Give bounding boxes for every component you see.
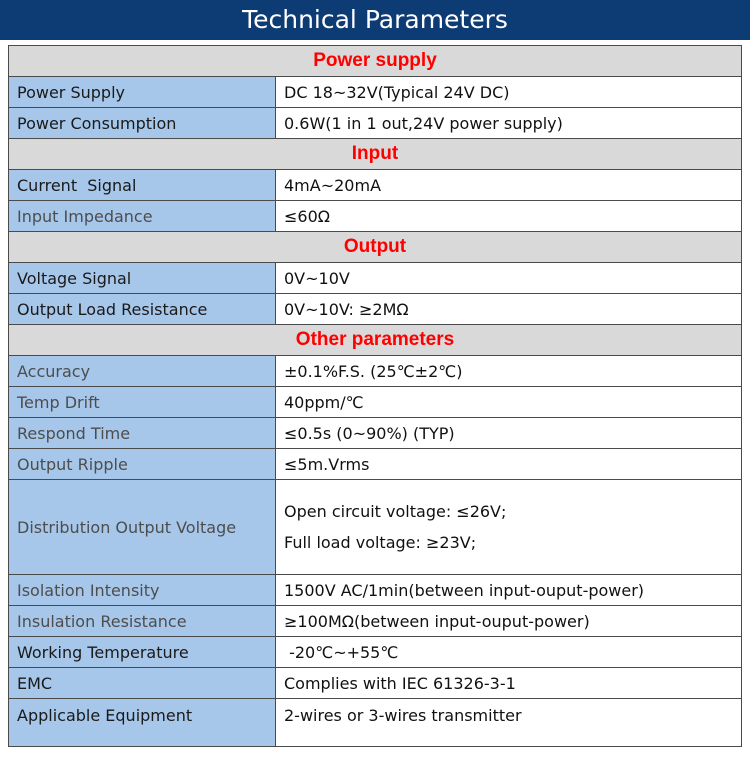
section-header-row: [9, 325, 742, 356]
table-row: [9, 606, 742, 637]
table-row: [9, 668, 742, 699]
param-label: Distribution Output Voltage: [9, 480, 276, 575]
title-banner: [0, 0, 750, 40]
param-value: 0.6W(1 in 1 out,24V power supply): [276, 108, 742, 139]
param-value-line: Full load voltage: ≥23V;: [284, 533, 477, 552]
param-value: 40ppm/℃: [276, 387, 742, 418]
param-label: Voltage Signal: [9, 263, 276, 294]
table-row: [9, 449, 742, 480]
table-row: [9, 699, 742, 747]
table-row: [9, 356, 742, 387]
table-row: [9, 170, 742, 201]
param-value: 4mA~20mA: [276, 170, 742, 201]
page-title: Technical Parameters: [242, 5, 508, 34]
param-label: Output Ripple: [9, 449, 276, 480]
param-label: Power Consumption: [9, 108, 276, 139]
param-value: ±0.1%F.S. (25℃±2℃): [276, 356, 742, 387]
param-label: Temp Drift: [9, 387, 276, 418]
param-label: Applicable Equipment: [9, 699, 276, 747]
param-label: EMC: [9, 668, 276, 699]
table-row: [9, 108, 742, 139]
param-value: [276, 480, 742, 575]
param-label: Accuracy: [9, 356, 276, 387]
param-label: Isolation Intensity: [9, 575, 276, 606]
table-row: [9, 294, 742, 325]
param-value: 2-wires or 3-wires transmitter: [276, 699, 742, 747]
param-value: ≤5m.Vrms: [276, 449, 742, 480]
table-row: [9, 575, 742, 606]
param-value-line: Open circuit voltage: ≤26V;: [284, 502, 507, 521]
table-row: [9, 637, 742, 668]
param-value: Complies with IEC 61326-3-1: [276, 668, 742, 699]
table-row: [9, 77, 742, 108]
section-header-row: [9, 139, 742, 170]
table-row: [9, 263, 742, 294]
section-header-row: [9, 232, 742, 263]
section-header-row: [9, 46, 742, 77]
table-row: [9, 418, 742, 449]
section-title-output: Output: [9, 232, 742, 263]
param-value: 1500V AC/1min(between input-ouput-power): [276, 575, 742, 606]
table-row: [9, 387, 742, 418]
param-value: ≥100MΩ(between input-ouput-power): [276, 606, 742, 637]
param-label: Current Signal: [9, 170, 276, 201]
param-label: Output Load Resistance: [9, 294, 276, 325]
param-value: 0V~10V: [276, 263, 742, 294]
param-label: Respond Time: [9, 418, 276, 449]
param-label: Power Supply: [9, 77, 276, 108]
param-value: -20℃~+55℃: [276, 637, 742, 668]
section-title-power-supply: Power supply: [9, 46, 742, 77]
param-value: ≤60Ω: [276, 201, 742, 232]
section-title-input: Input: [9, 139, 742, 170]
param-label: Working Temperature: [9, 637, 276, 668]
section-title-other-parameters: Other parameters: [9, 325, 742, 356]
param-value: DC 18~32V(Typical 24V DC): [276, 77, 742, 108]
table-row: [9, 201, 742, 232]
param-value: 0V~10V: ≥2MΩ: [276, 294, 742, 325]
param-value: ≤0.5s (0~90%) (TYP): [276, 418, 742, 449]
table-row: [9, 480, 742, 575]
param-label: Input Impedance: [9, 201, 276, 232]
param-label: Insulation Resistance: [9, 606, 276, 637]
parameters-table: [8, 45, 742, 747]
